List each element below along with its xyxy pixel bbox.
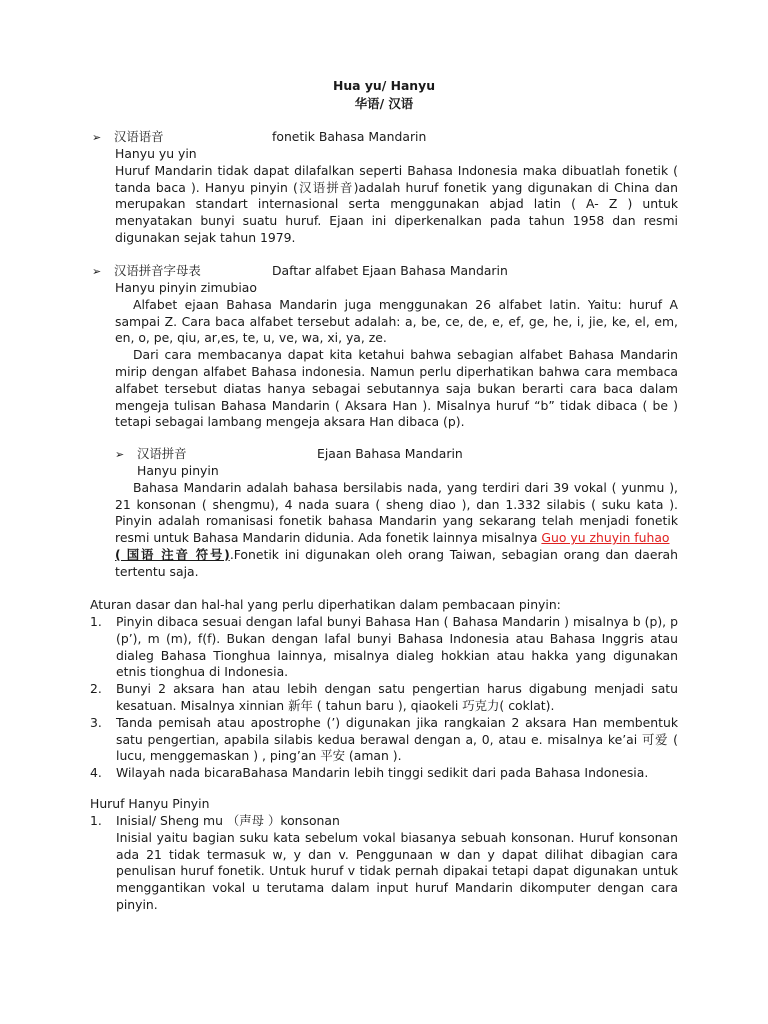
section2-en: Daftar alfabet Ejaan Bahasa Mandarin	[272, 263, 508, 278]
huruf-item: 1. Inisial/ Sheng mu （声母 ）konsonan Inisial yaitu bagian suku kata sebelum vokal biasanya sebuah konsonan. Huruf konsonan ada 21 tidak termasuk w, y dan v. Penggunaan w dan y dapat dilihat dibagian cara penulisan huruf fonetik. Untuk huruf v tidak pernah dipakai tetapi dapat digunakan untuk menggantikan vokal u terutama dalam input huruf Mandarin dikomputer dengan cara pinyin.	[90, 813, 678, 912]
document-subtitle: 华语/ 汉语	[354, 96, 414, 111]
rule-item: 4. Wilayah nada bicaraBahasa Mandarin lebih tinggi sedikit dari pada Bahasa Indonesia.	[90, 765, 649, 781]
section3-pinyin: Hanyu pinyin	[137, 463, 219, 478]
huruf-list	[90, 813, 678, 914]
section1-zh: 汉语语音	[114, 129, 164, 144]
section3-heading	[115, 446, 463, 464]
rules-list	[90, 614, 678, 782]
section2-pinyin: Hanyu pinyin zimubiao	[115, 280, 257, 295]
arrow-bullet-icon: ➢	[92, 265, 102, 278]
section2-paragraph-1: Alfabet ejaan Bahasa Mandarin juga menggunakan 26 alfabet latin. Yaitu: huruf A sampai Z. Cara baca alfabet tersebut adalah: a, be, ce, de, e, ef, ge, he, i, jie, ke, el, em, en, o, pe, qiu, ar,es, te, u, ve, wa, xi, ya, ze.	[115, 296, 678, 346]
section3-paragraph: Bahasa Mandarin adalah bahasa bersilabis nada, yang terdiri dari 39 vokal ( yunmu ), 21 konsonan ( shengmu), 4 nada suara ( sheng diao ), dan 1.332 silabis ( suku kata ). Pinyin adalah romanisasi fonetik bahasa Mandarin yang sekarang telah menjadi fonetik resmi untuk Bahasa Mandarin didunia. Ada fonetik lainnya misalnya Guo yu zhuyin fuhao ( 国语 注音 符号).Fonetik ini digunakan oleh orang Taiwan, sebagian orang dan daerah tertentu saja.	[115, 479, 678, 579]
section2-paragraph-2: Dari cara membacanya dapat kita ketahui bahwa sebagian alfabet Bahasa Mandarin mirip dengan alfabet Bahasa indonesia. Namun perlu diperhatikan bahwa cara membaca alfabet tersebut diatas hanya sebagai sebutannya saja bukan berarti cara baca dalam mengeja tulisan Bahasa Mandarin ( Aksara Han ). Misalnya huruf “b” tidak dibaca ( be ) tetapi sebagai lambang mengeja aksara Han dibaca (p).	[115, 347, 678, 430]
arrow-bullet-icon: ➢	[92, 131, 102, 144]
section1-heading	[92, 129, 427, 147]
rule-item: 3. Tanda pemisah atau apostrophe (’) digunakan jika rangkaian 2 aksara Han membentuk satu pengertian, apabila silabis kedua berawal dengan a, 0, atau e. misalnya ke’ai 可爱 ( lucu, menggemaskan ) , ping’an 平安 (aman ).	[90, 714, 678, 764]
section1-body	[115, 146, 678, 247]
document-title: Hua yu/ Hanyu	[332, 78, 436, 93]
section2-zh: 汉语拼音字母表	[114, 263, 201, 278]
rules-heading: Aturan dasar dan hal-hal yang perlu diperhatikan dalam pembacaan pinyin:	[90, 597, 561, 612]
guoyu-zhuyin-bold: ( 国语 注音 符号)	[115, 546, 230, 562]
section1-paragraph: Huruf Mandarin tidak dapat dilafalkan seperti Bahasa Indonesia maka dibuatlah fonetik ( tanda baca ). Hanyu pinyin (汉语拼音)adalah huruf fonetik yang digunakan di China dan merupakan standart internasional serta menggunakan abjad latin ( A- Z ) untuk menyatakan bunyi suatu huruf. Ejaan ini diperkenalkan pada tahun 1958 dan resmi digunakan sejak tahun 1979.	[115, 162, 678, 245]
section3-zh: 汉语拼音	[137, 446, 187, 461]
section3-en: Ejaan Bahasa Mandarin	[317, 446, 463, 461]
section1-pinyin: Hanyu yu yin	[115, 146, 197, 161]
huruf-heading: Huruf Hanyu Pinyin	[90, 796, 210, 811]
rule-item: 2. Bunyi 2 aksara han atau lebih dengan satu pengertian harus digabung menjadi satu kesatuan. Misalnya xinnian 新年 ( tahun baru ), qiaokeli 巧克力( coklat).	[90, 681, 678, 713]
arrow-bullet-icon: ➢	[115, 448, 125, 461]
section1-en: fonetik Bahasa Mandarin	[272, 129, 427, 144]
rule-item: 1. Pinyin dibaca sesuai dengan lafal bunyi Bahasa Han ( Bahasa Mandarin ) misalnya b (p), p (p’), m (m), f(f). Bukan dengan lafal bunyi Bahasa Indonesia atau Bahasa Inggris atau dialeg Bahasa Tionghua lainnya, misalnya dialeg hokkian atau hakka yang digunakan etnis tionghua di Indonesia.	[90, 614, 678, 680]
huruf-item-body: Inisial yaitu bagian suku kata sebelum vokal biasanya sebuah konsonan. Huruf konsonan ada 21 tidak termasuk w, y dan v. Penggunaan w dan y dapat dilihat dibagian cara penulisan huruf fonetik. Untuk huruf v tidak pernah dipakai tetapi dapat digunakan untuk menggantikan vokal u terutama dalam input huruf Mandarin dikomputer dengan cara pinyin.	[116, 829, 678, 912]
section2-body	[115, 280, 678, 431]
section3-body	[115, 463, 678, 581]
huruf-item-title: Inisial/ Sheng mu （声母 ）konsonan	[116, 813, 340, 828]
guo-yu-zhuyin-link[interactable]: Guo yu zhuyin fuhao	[541, 530, 670, 546]
section2-heading	[92, 263, 508, 281]
